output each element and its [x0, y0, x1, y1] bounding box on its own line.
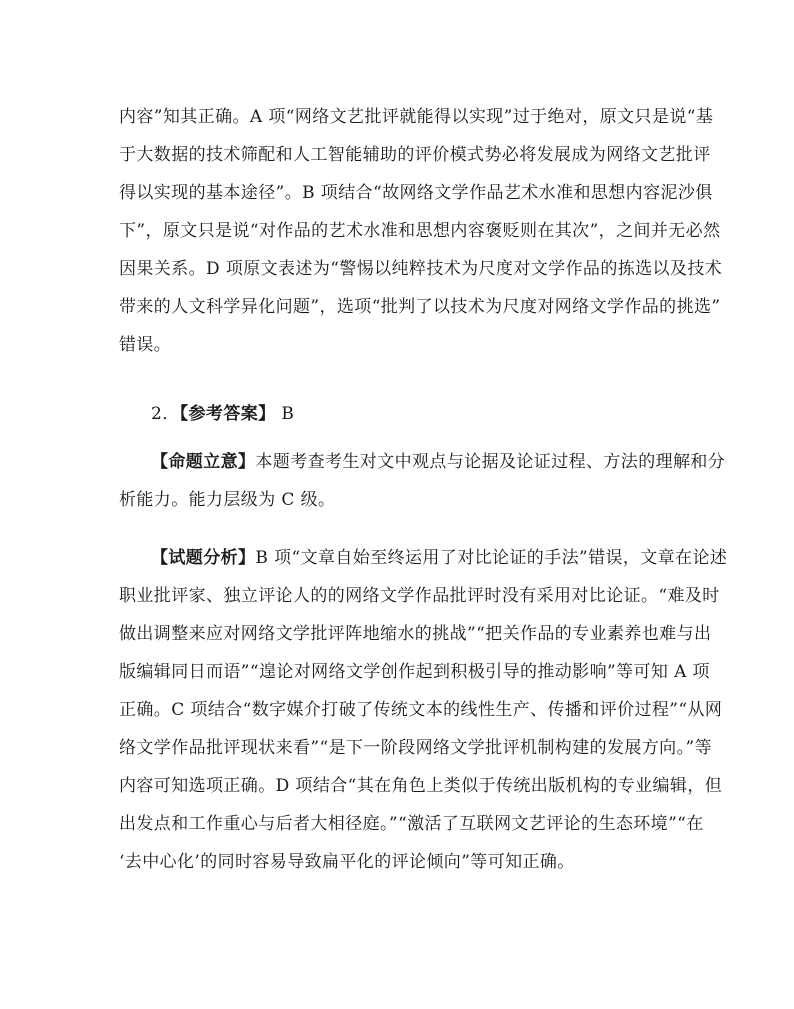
- question-number: 2．: [151, 404, 180, 424]
- analysis-line-8: 出发点和工作重心与后者大相径庭。”“激活了互联网文艺评论的生态环境”“在: [119, 814, 704, 834]
- analysis-line-9: ‘去中心化’的同时容易导致扁平化的评论倾向”等可知正确。: [119, 852, 575, 872]
- paragraph1-line-1: 内容”知其正确。A 项“网络文艺批评就能得以实现”过于绝对，原文只是说“基: [119, 107, 714, 127]
- intent-label: 【命题立意】: [151, 452, 256, 472]
- analysis-text-1: B 项“文章自始至终运用了对比论证的手法”错误，文章在论述: [255, 548, 728, 568]
- analysis-line-1: [151, 547, 728, 569]
- answer-label: 【参考答案】: [179, 404, 276, 424]
- paragraph1-line-3: 得以实现的基本途径”。B 项结合“故网络文学作品艺术水准和思想内容泥沙俱: [119, 183, 713, 203]
- paragraph1-line-7: 错误。: [119, 335, 172, 355]
- answer-line: [151, 403, 699, 425]
- intent-line-1: [151, 451, 726, 473]
- analysis-line-5: 正确。C 项结合“数字媒介打破了传统文本的线性生产、传播和评价过程”“从网: [119, 700, 723, 720]
- analysis-line-7: 内容可知选项正确。D 项结合“其在角色上类似于传统出版机构的专业编辑，但: [119, 776, 723, 796]
- paragraph1-line-2: 于大数据的技术筛配和人工智能辅助的评价模式势必将发展成为网络文艺批评: [119, 145, 711, 165]
- analysis-label: 【试题分析】: [151, 548, 256, 568]
- intent-line-2: 析能力。能力层级为 C 级。: [119, 490, 336, 510]
- paragraph1-line-6: 带来的人文科学异化问题”，选项“批判了以技术为尺度对网络文学作品的挑选”: [119, 297, 721, 317]
- intent-text-1: 本题考查考生对文中观点与论据及论证过程、方法的理解和分: [255, 452, 726, 472]
- analysis-line-4: 版编辑同日而语”“遑论对网络文学创作起到积极引导的推动影响”等可知 A 项: [119, 662, 710, 682]
- paragraph1-line-5: 因果关系。D 项原文表述为“警惕以纯粹技术为尺度对文学作品的拣选以及技术: [119, 259, 723, 279]
- analysis-line-6: 络文学作品批评现状来看”“是下一阶段网络文学批评机制构建的发展方向。”等: [119, 738, 712, 758]
- answer-value: B: [275, 404, 295, 424]
- paragraph1-line-4: 下”，原文只是说“对作品的艺术水准和思想内容褒贬则在其次”，之间并无必然: [119, 221, 721, 241]
- analysis-line-3: 做出调整来应对网络文学批评阵地缩水的挑战”“把关作品的专业素养也难与出: [119, 624, 712, 644]
- analysis-line-2: 职业批评家、独立评论人的的网络文学作品批评时没有采用对比论证。“难及时: [119, 586, 720, 606]
